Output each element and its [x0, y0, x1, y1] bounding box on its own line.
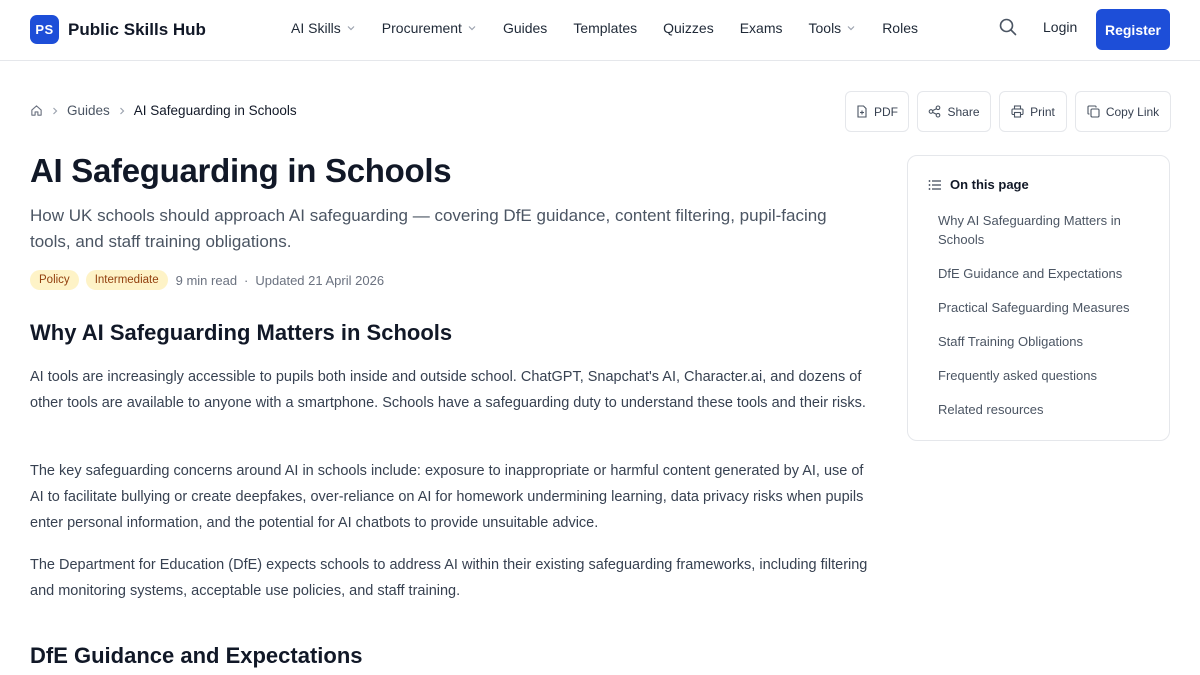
updated-date: Updated 21 April 2026 [255, 272, 385, 288]
nav-item-label: Quizzes [663, 20, 714, 36]
print-button[interactable] [999, 91, 1067, 132]
site-header [0, 0, 1200, 61]
meta-separator: · [244, 272, 249, 288]
toc-link[interactable]: Staff Training Obligations [938, 334, 1084, 349]
nav-item-guides[interactable] [503, 20, 547, 36]
search-icon[interactable] [998, 17, 1018, 37]
section-heading: DfE Guidance and Expectations [30, 643, 363, 668]
main-nav [291, 20, 944, 36]
share-icon [928, 105, 941, 118]
page-subtitle: How UK schools should approach AI safeguarding — covering DfE guidance, content filtering, pupil-facing tools, and staff training obligations. [30, 206, 827, 251]
register-button[interactable]: Register [1096, 9, 1170, 50]
logo-mark: PS [30, 15, 59, 44]
pdf-button[interactable] [845, 91, 909, 132]
toc-link[interactable]: Related resources [938, 402, 1044, 417]
paragraph: AI tools are increasingly accessible to pupils both inside and outside school. ChatGPT, Snapchat's AI, Character.ai, and dozens of other tools are available to anyone with a smartphone. Schools have a safeguarding duty to understand these tools and their risks. [30, 369, 866, 411]
chevron-down-icon [467, 23, 477, 33]
print-label: Print [1030, 104, 1055, 119]
nav-item-label: Tools [808, 20, 842, 36]
nav-item-label: Roles [882, 20, 918, 36]
paragraph: The Department for Education (DfE) expects schools to address AI within their existing safeguarding frameworks, including filtering and monitoring systems, acceptable use policies, and staff training. [30, 557, 868, 599]
article-meta [30, 270, 384, 290]
nav-item-label: AI Skills [291, 20, 341, 36]
toc-link[interactable]: Why AI Safeguarding Matters in Schools [938, 213, 1121, 247]
toc-link[interactable]: Practical Safeguarding Measures [938, 300, 1130, 315]
page-title: AI Safeguarding in Schools [30, 152, 452, 189]
breadcrumb-current: AI Safeguarding in Schools [133, 103, 297, 118]
copy-link-label: Copy Link [1105, 104, 1160, 119]
nav-item-exams[interactable] [740, 20, 783, 36]
pdf-label: PDF [874, 104, 898, 119]
nav-item-label: Guides [502, 20, 548, 36]
toc-title: On this page [950, 177, 1029, 192]
toc-link[interactable]: Frequently asked questions [938, 368, 1097, 383]
site-logo[interactable] [30, 15, 206, 44]
nav-item-roles[interactable] [882, 20, 918, 36]
nav-item-quizzes[interactable] [663, 20, 714, 36]
article-actions [845, 91, 1171, 132]
nav-item-label: Procurement [381, 20, 462, 36]
file-icon [856, 105, 868, 118]
chevron-right-icon [51, 106, 59, 116]
home-icon[interactable] [30, 104, 43, 117]
copy-link-button[interactable] [1075, 91, 1171, 132]
chevron-down-icon [846, 23, 856, 33]
section-heading: Why AI Safeguarding Matters in Schools [30, 320, 453, 345]
printer-icon [1011, 105, 1024, 118]
paragraph: The key safeguarding concerns around AI in schools include: exposure to inappropriate or harmful content generated by AI, use of AI to facilitate bullying or create deepfakes, over-reliance on AI for homework undermining learning, data privacy risks when pupils enter personal information, and the potential for AI chatbots to provide unsuitable advice. [30, 463, 864, 531]
read-time: 9 min read [175, 272, 238, 288]
level-badge: Intermediate [86, 270, 168, 290]
chevron-right-icon [118, 106, 126, 116]
toc-list [938, 211, 1148, 434]
login-link[interactable]: Login [1043, 19, 1078, 35]
nav-item-ai-skills[interactable] [291, 20, 356, 36]
nav-item-label: Templates [573, 20, 638, 36]
table-of-contents [907, 155, 1170, 441]
copy-icon [1087, 105, 1100, 118]
chevron-down-icon [346, 23, 356, 33]
nav-item-label: Exams [739, 20, 783, 36]
logo-text: Public Skills Hub [68, 19, 206, 39]
nav-item-procurement[interactable] [382, 20, 477, 36]
nav-item-templates[interactable] [573, 20, 637, 36]
category-badge: Policy [30, 270, 79, 290]
breadcrumb-guides-link[interactable]: Guides [67, 103, 110, 118]
share-button[interactable] [917, 91, 991, 132]
share-label: Share [947, 104, 980, 119]
toc-link[interactable]: DfE Guidance and Expectations [938, 266, 1123, 281]
nav-item-tools[interactable] [809, 20, 857, 36]
list-icon [928, 179, 942, 191]
breadcrumb [30, 103, 297, 118]
toc-header [928, 177, 1029, 192]
